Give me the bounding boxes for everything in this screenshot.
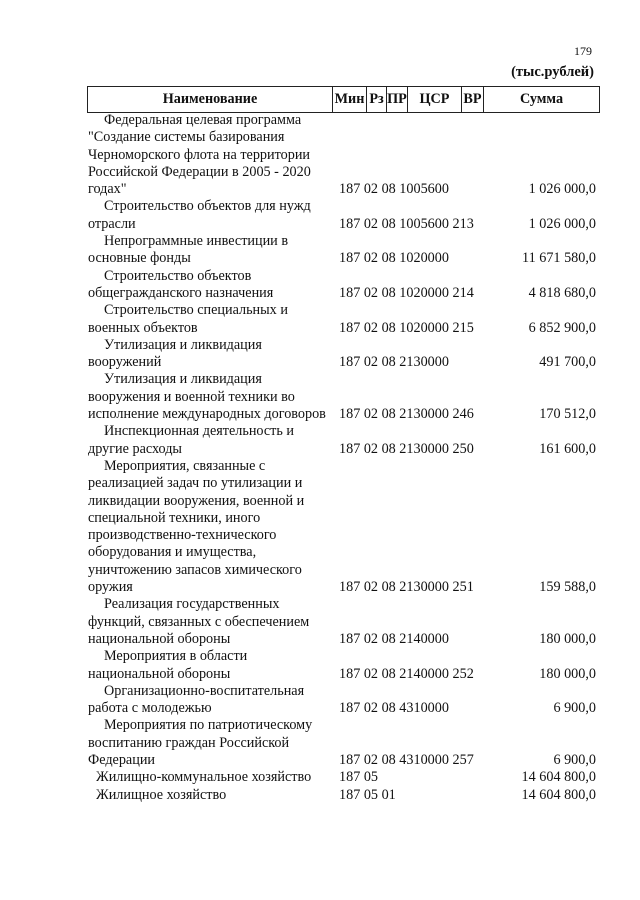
table-row [88,371,598,423]
row-sum: 14 604 800,0 [521,769,596,786]
row-name: Строительство объектов для нужд отрасли [88,198,311,232]
row-name: Федеральная целевая программа "Создание системы базирования Черноморского флота на территории Российской Федерации в 2005 - 2020 годах" [88,112,311,198]
header-vr: ВР [462,87,484,112]
row-name: Строительство специальных и военных объектов [88,302,288,336]
page-number: 179 [574,44,592,58]
row-name: Строительство объектов общегражданского назначения [88,267,274,301]
row-sum: 1 026 000,0 [528,215,596,232]
table-row [88,769,598,786]
row-sum: 159 588,0 [539,579,596,596]
row-codes: 187 02 08 2140000 [339,630,449,647]
row-name: Непрограммные инвестиции в основные фонды [88,233,289,267]
row-sum: 6 900,0 [553,751,596,768]
row-codes: 187 02 08 2130000 246 [339,406,474,423]
header-pr: ПР [387,87,408,112]
table-row [88,458,598,596]
row-name: Мероприятия, связанные с реализацией задач по утилизации и ликвидации вооружения, военной и специальной техники, иного производственно-технического оборудования и имущества, уничтожению запасов химического оружия [88,457,305,596]
row-name: Реализация государственных функций, связанных с обеспечением национальной обороны [88,596,310,647]
row-name: Мероприятия по патриотическому воспитанию граждан Российской Федерации [88,717,313,768]
table-row [88,233,598,268]
row-name: Жилищное хозяйство [96,786,227,803]
header-sum: Сумма [519,91,564,107]
row-codes: 187 05 [339,769,379,786]
table-row [88,112,598,198]
row-sum: 1 026 000,0 [528,181,596,198]
row-codes: 187 02 08 2130000 251 [339,579,474,596]
table-row [88,268,598,303]
row-codes: 187 02 08 1020000 215 [339,319,474,336]
row-sum: 6 900,0 [553,700,596,717]
row-sum: 180 000,0 [539,630,596,647]
table-row [88,648,598,683]
row-codes: 187 02 08 1020000 [339,250,449,267]
row-name: Мероприятия в области национальной обороны [88,648,248,682]
header-rz: Рз [367,87,387,112]
row-sum: 170 512,0 [539,406,596,423]
row-codes: 187 02 08 1005600 [339,181,449,198]
table-row [88,302,598,337]
row-codes: 187 02 08 4310000 [339,700,449,717]
row-codes: 187 05 01 [339,786,396,803]
row-sum: 4 818 680,0 [528,284,596,301]
row-name: Организационно-воспитательная работа с молодежью [88,682,305,717]
header-name: Наименование [88,87,333,112]
row-sum: 491 700,0 [539,354,596,371]
table-row [88,683,598,718]
row-sum: 14 604 800,0 [521,786,596,803]
table-row [88,717,598,769]
table-header [87,86,600,113]
row-name: Утилизация и ликвидация вооружения и военной техники во исполнение международных договоров [88,371,326,423]
row-codes: 187 02 08 2140000 252 [339,665,474,682]
row-codes: 187 02 08 4310000 257 [339,751,474,768]
table-row [88,596,598,648]
row-name: Жилищно-коммунальное хозяйство [96,769,312,786]
row-sum: 6 852 900,0 [528,319,596,336]
row-codes: 187 02 08 2130000 250 [339,440,474,457]
row-name: Утилизация и ликвидация вооружений [88,336,262,371]
table-row [88,337,598,372]
header-min: Мин [333,87,367,112]
row-codes: 187 02 08 1020000 214 [339,284,474,301]
row-sum: 11 671 580,0 [522,250,596,267]
units-label: (тыс.рублей) [511,64,594,80]
row-codes: 187 02 08 1005600 213 [339,215,474,232]
row-sum: 161 600,0 [539,440,596,457]
table-row [88,787,598,804]
table-body [88,112,598,804]
row-codes: 187 02 08 2130000 [339,354,449,371]
table-row [88,198,598,233]
row-name: Инспекционная деятельность и другие расходы [88,423,294,457]
table-row [88,423,598,458]
header-csr: ЦСР [408,87,462,112]
row-sum: 180 000,0 [539,665,596,682]
